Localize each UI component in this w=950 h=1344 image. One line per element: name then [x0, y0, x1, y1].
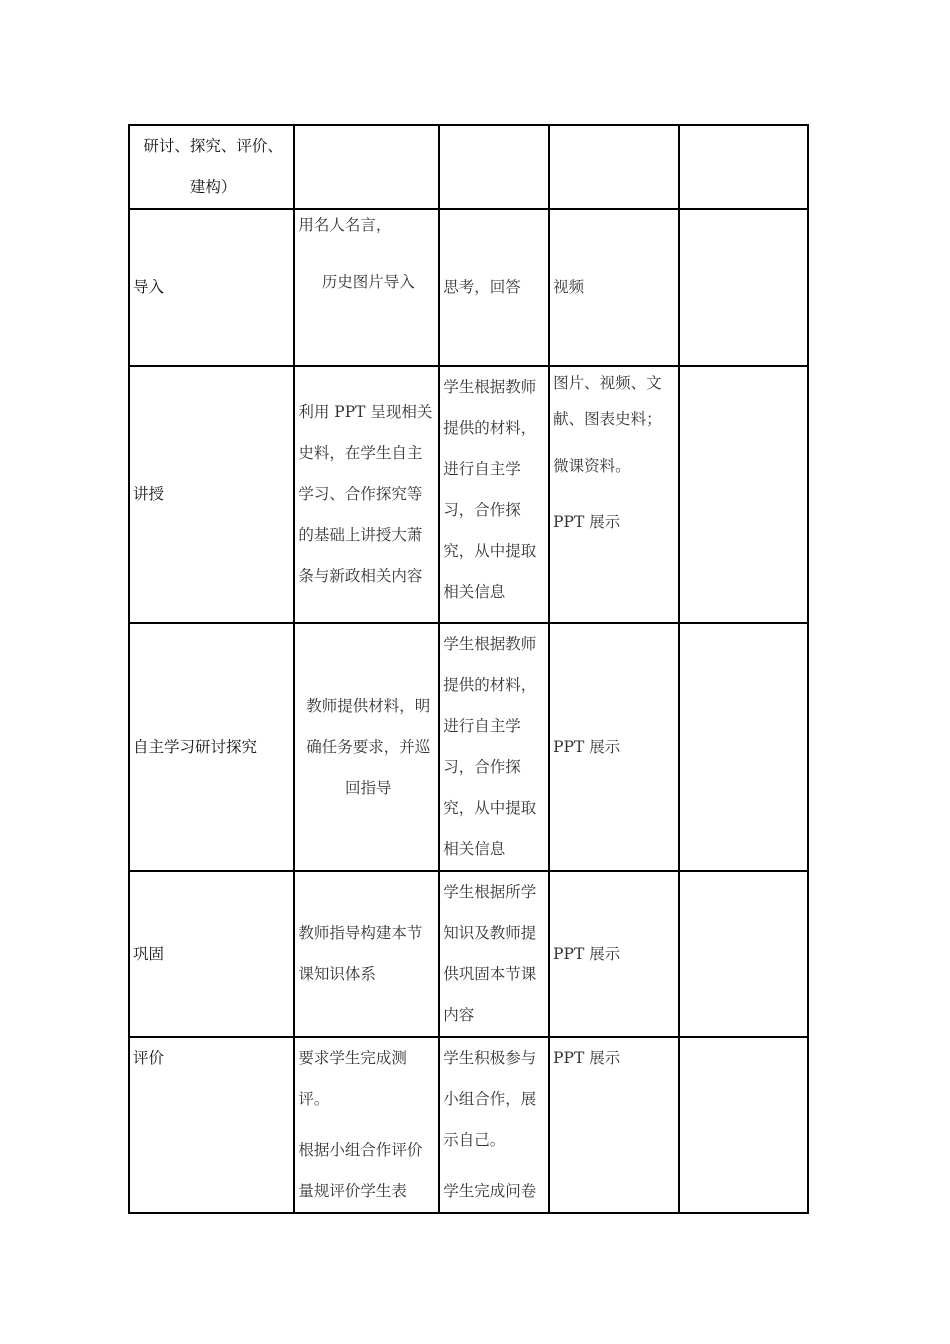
teacher-activity-cell: 用名人名言， 历史图片导入 [294, 209, 439, 366]
stage-cell: 导入 [129, 209, 294, 366]
student-activity-cell: 学生根据教师 提供的材料， 进行自主学 习，合作探 究，从中提取 相关信息 [439, 366, 549, 623]
note-cell [679, 871, 808, 1037]
note-cell [679, 366, 808, 623]
stage-cell: 研讨、探究、评价、 建构） [129, 125, 294, 209]
teacher-activity-cell: 教师提供材料，明 确任务要求，并巡 回指导 [294, 623, 439, 871]
table-row [129, 125, 808, 209]
student-activity-cell: 学生积极参与 小组合作，展 示自己。 学生完成问卷 [439, 1037, 549, 1213]
student-activity-cell: 思考，回答 [439, 209, 549, 366]
student-activity-cell: 学生根据教师 提供的材料， 进行自主学 习，合作探 究，从中提取 相关信息 [439, 623, 549, 871]
note-cell [679, 209, 808, 366]
note-cell [679, 1037, 808, 1213]
table-row [129, 209, 808, 366]
stage-cell: 巩固 [129, 871, 294, 1037]
stage-cell: 评价 [129, 1037, 294, 1213]
student-activity-cell [439, 125, 549, 209]
teacher-activity-cell: 教师指导构建本节 课知识体系 [294, 871, 439, 1037]
media-cell: PPT 展示 [549, 623, 678, 871]
table-row [129, 366, 808, 623]
table-row [129, 623, 808, 871]
teacher-activity-cell [294, 125, 439, 209]
table-row [129, 1037, 808, 1213]
teacher-activity-cell: 要求学生完成测 评。 根据小组合作评价 量规评价学生表 [294, 1037, 439, 1213]
stage-cell: 自主学习研讨探究 [129, 623, 294, 871]
stage-cell: 讲授 [129, 366, 294, 623]
student-activity-cell: 学生根据所学 知识及教师提 供巩固本节课 内容 [439, 871, 549, 1037]
media-cell: PPT 展示 [549, 871, 678, 1037]
note-cell [679, 623, 808, 871]
note-cell [679, 125, 808, 209]
teacher-activity-cell: 利用 PPT 呈现相关 史料，在学生自主 学习、合作探究等 的基础上讲授大萧 条与新政相关内容 [294, 366, 439, 623]
table-row [129, 871, 808, 1037]
media-cell [549, 125, 678, 209]
lesson-plan-table [128, 124, 809, 1214]
media-cell: 图片、视频、文 献、图表史料； 微课资料。 PPT 展示 [549, 366, 678, 623]
media-cell: 视频 [549, 209, 678, 366]
media-cell: PPT 展示 [549, 1037, 678, 1213]
